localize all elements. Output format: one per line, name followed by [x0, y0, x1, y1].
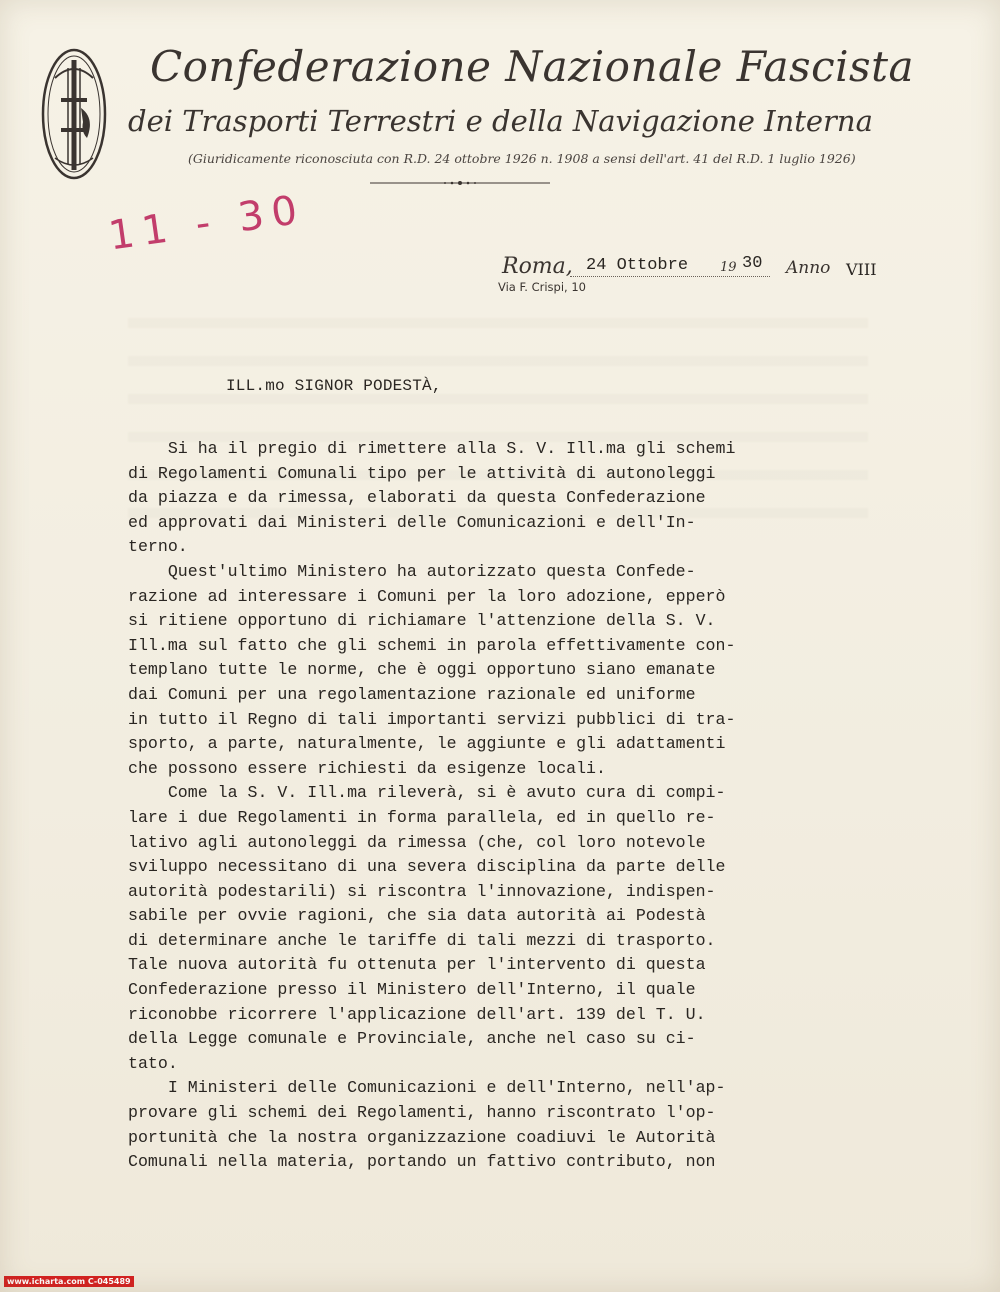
body-line: Come la S. V. Ill.ma rileverà, si è avuto cura di compi- — [128, 783, 726, 803]
letterhead-title: Confederazione Nazionale Fascista — [150, 42, 915, 91]
salutation: ILL.mo SIGNOR PODESTÀ, — [226, 377, 442, 395]
letterhead-legal-note: (Giuridicamente riconosciuta con R.D. 24 ottobre 1926 n. 1908 a sensi dell'art. 41 del R.D. 1 luglio 1926) — [188, 151, 856, 166]
body-line: di Regolamenti Comunali tipo per le attività di autonoleggi — [128, 463, 716, 483]
dateline — [498, 252, 898, 292]
letter-body — [128, 437, 860, 1175]
body-line: dai Comuni per una regolamentazione razionale ed uniforme — [128, 684, 696, 704]
dateline-dotted-rule — [570, 276, 770, 277]
body-line: lare i due Regolamenti in forma parallela, ed in quello re- — [128, 807, 716, 827]
body-line: I Ministeri delle Comunicazioni e dell'Interno, nell'ap- — [128, 1078, 726, 1098]
body-line: autorità podestarili) si riscontra l'innovazione, indispen- — [128, 881, 716, 901]
body-line: Comunali nella materia, portando un fattivo contributo, non — [128, 1152, 716, 1172]
body-line: di determinare anche le tariffe di tali mezzi di trasporto. — [128, 930, 716, 950]
fasces-emblem-icon — [41, 48, 107, 180]
body-line: riconobbe ricorrere l'applicazione dell'art. 139 del T. U. — [128, 1004, 706, 1024]
body-line: sporto, a parte, naturalmente, le aggiunte e gli adattamenti — [128, 734, 726, 754]
letterhead-subtitle: dei Trasporti Terrestri e della Navigazione Interna — [128, 104, 873, 138]
body-line: sabile per ovvie ragioni, che sia data autorità ai Podestà — [128, 906, 706, 926]
body-line: sviluppo necessitano di una severa disciplina da parte delle — [128, 857, 726, 877]
body-line: Confederazione presso il Ministero dell'Interno, il quale — [128, 980, 696, 1000]
dateline-era-year: VIII — [846, 260, 877, 279]
body-line: tato. — [128, 1053, 178, 1073]
dateline-address: Via F. Crispi, 10 — [498, 280, 586, 294]
body-line: si ritiene opportuno di richiamare l'attenzione della S. V. — [128, 611, 716, 631]
dateline-city: Roma, — [502, 254, 573, 279]
body-line: lativo agli autonoleggi da rimessa (che, col loro notevole — [128, 832, 706, 852]
dateline-year: 30 — [742, 254, 763, 273]
body-line: Ill.ma sul fatto che gli schemi in parola effettivamente con- — [128, 635, 736, 655]
body-line: Quest'ultimo Ministero ha autorizzato questa Confede- — [128, 561, 696, 581]
body-line: in tutto il Regno di tali importanti servizi pubblici di tra- — [128, 709, 736, 729]
body-line: da piazza e da rimessa, elaborati da questa Confederazione — [128, 488, 706, 508]
watermark: www.icharta.com C-045489 — [4, 1276, 134, 1287]
body-line: Si ha il pregio di rimettere alla S. V. Ill.ma gli schemi — [128, 439, 736, 458]
body-line: templano tutte le norme, che è oggi opportuno siano emanate — [128, 660, 716, 680]
handwritten-reference-note: 11 - 30 — [105, 186, 308, 260]
body-line: della Legge comunale e Provinciale, anche nel caso su ci- — [128, 1029, 696, 1049]
body-line: razione ad interessare i Comuni per la loro adozione, epperò — [128, 586, 726, 606]
dateline-era-label: Anno — [786, 258, 831, 278]
body-line: terno. — [128, 537, 188, 557]
body-line: Tale nuova autorità fu ottenuta per l'intervento di questa — [128, 955, 706, 975]
body-line: provare gli schemi dei Regolamenti, hanno riscontrato l'op- — [128, 1103, 716, 1123]
body-line: ed approvati dai Ministeri delle Comunicazioni e dell'In- — [128, 512, 696, 532]
body-line: portunità che la nostra organizzazione coadiuvi le Autorità — [128, 1127, 716, 1147]
body-line: che possono essere richiesti da esigenze locali. — [128, 758, 606, 778]
dateline-century: 19 — [720, 260, 737, 275]
letterhead-divider — [370, 180, 550, 186]
dateline-date: 24 Ottobre — [586, 256, 689, 275]
